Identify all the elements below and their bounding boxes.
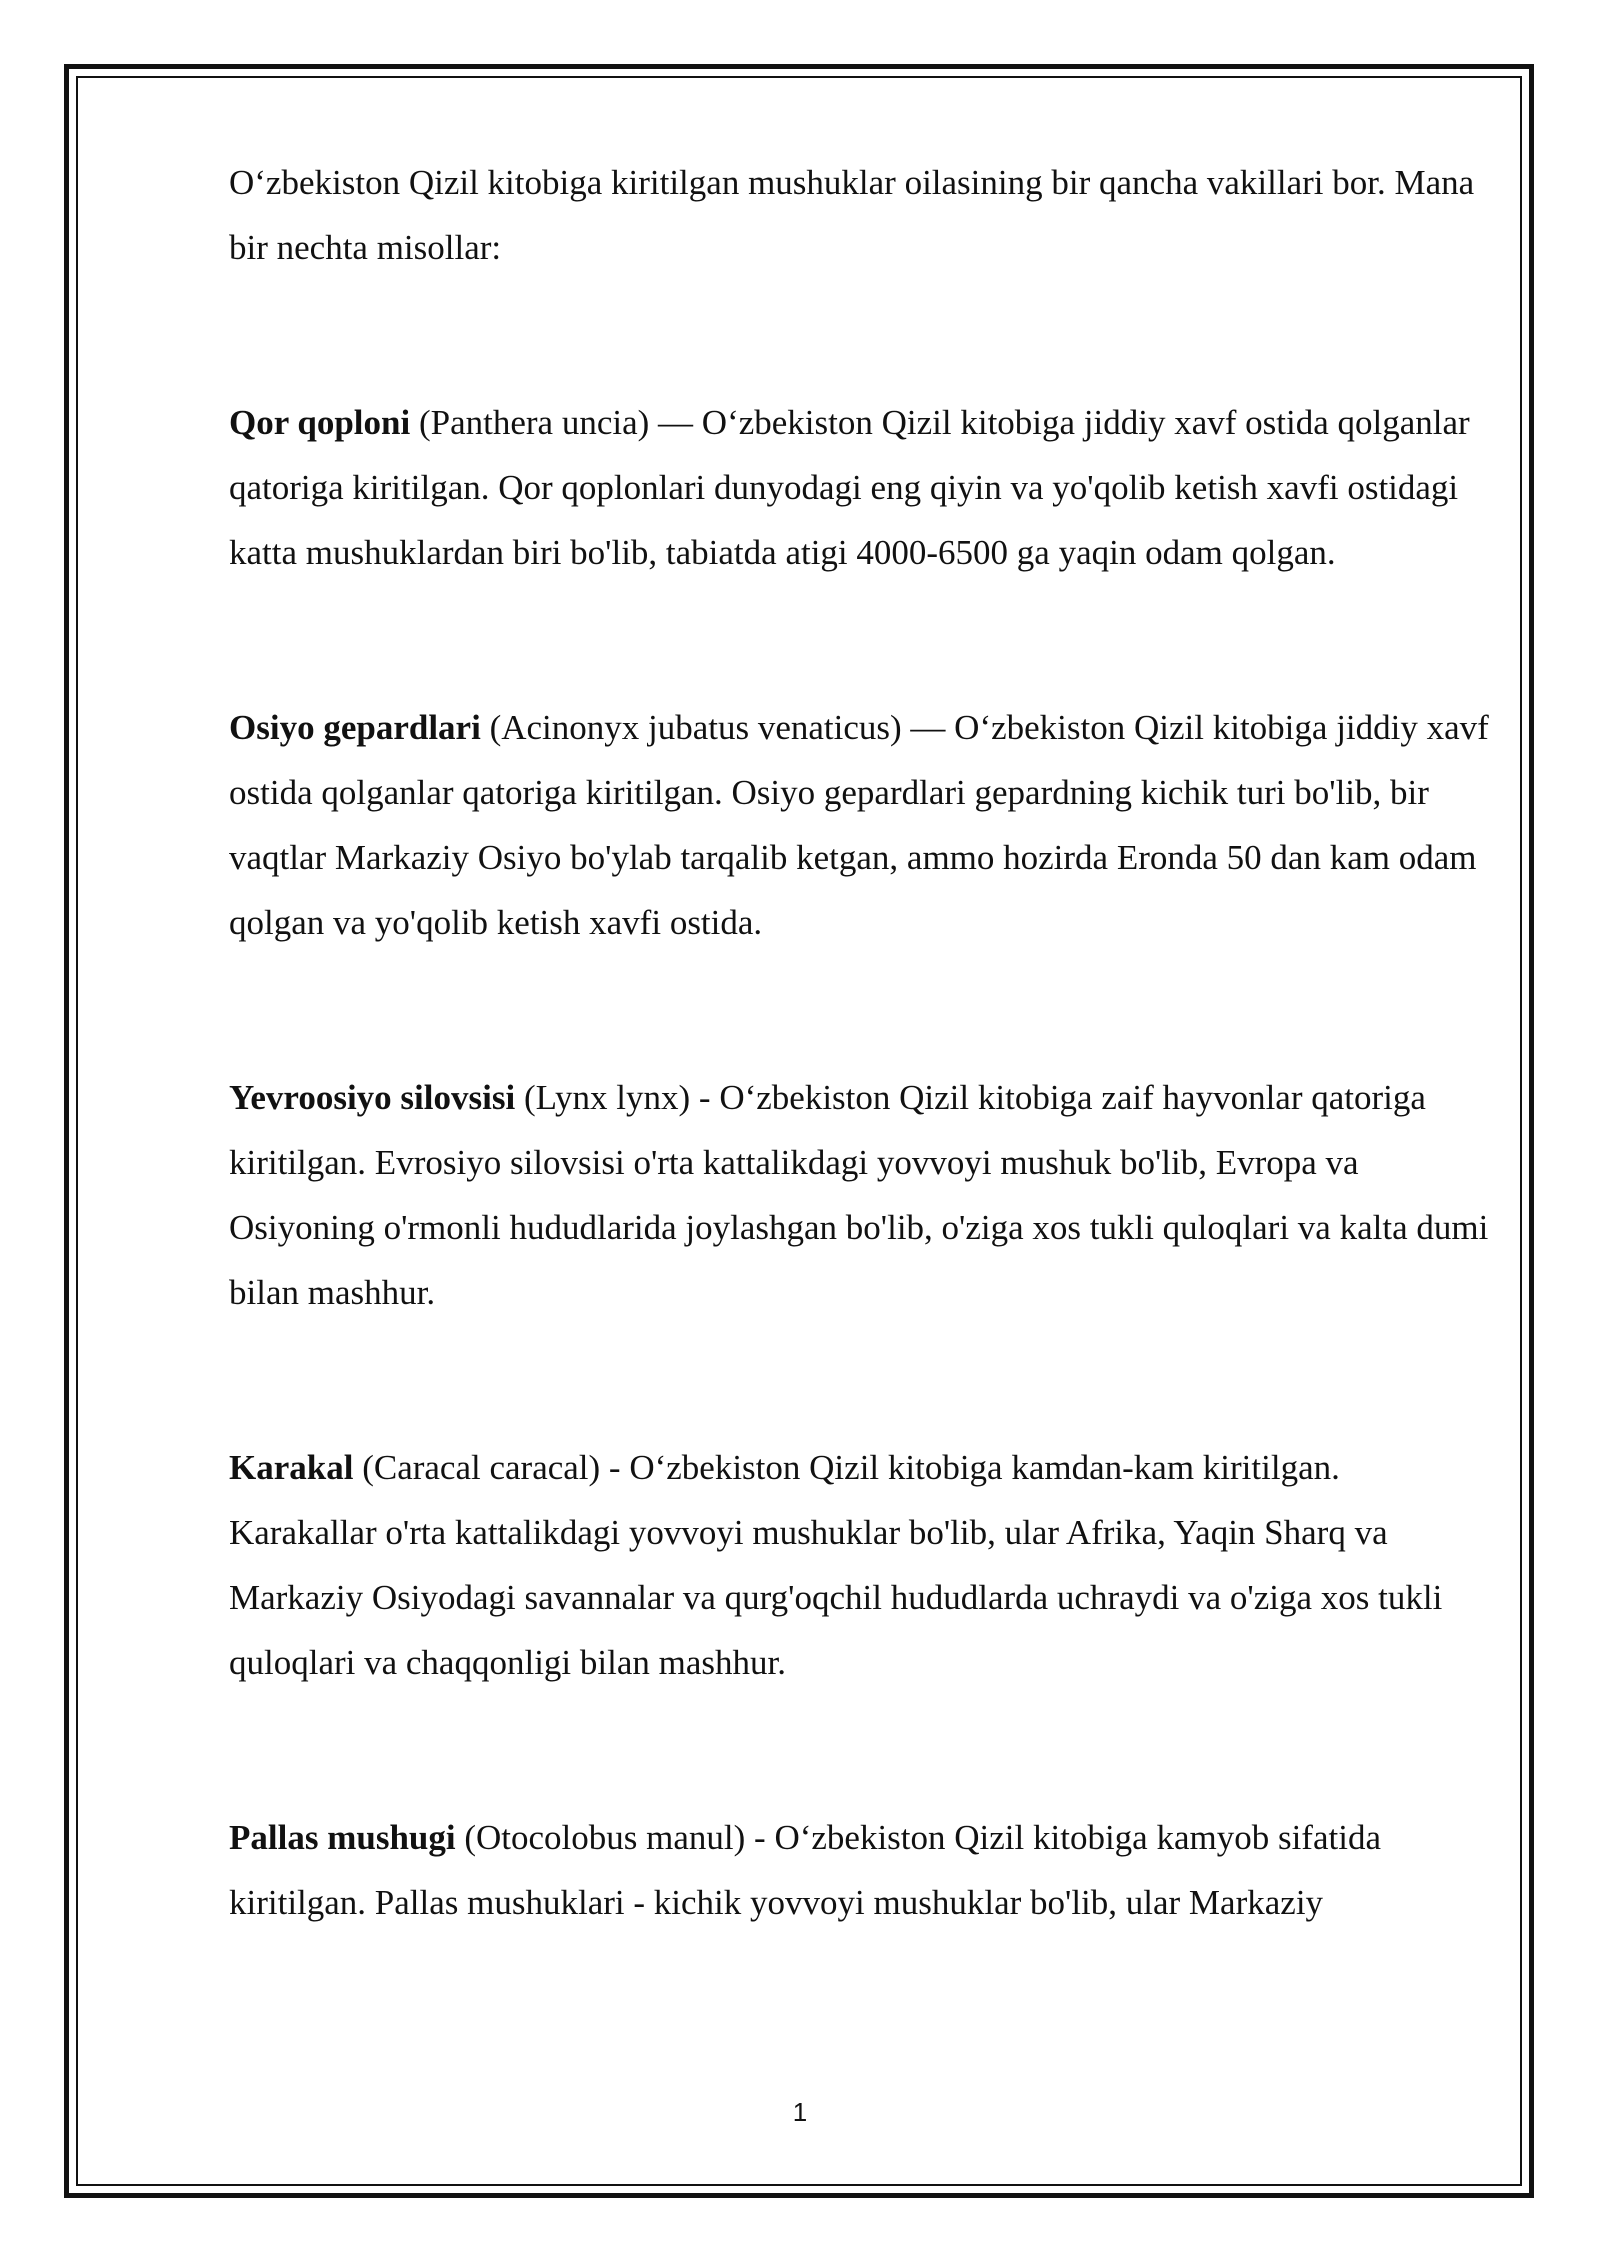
document-body xyxy=(229,150,1489,1935)
entry-title: Qor qoploni xyxy=(229,403,411,442)
entry-title: Karakal xyxy=(229,1448,354,1487)
page-number: 1 xyxy=(792,2097,808,2127)
entry-text: (Panthera uncia) — O‘zbekiston Qizil kitobiga jiddiy xavf ostida qolganlar qatoriga kiritilgan. Qor qoplonlari dunyodagi eng qiyin va yo'qolib ketish xavfi ostidagi katta mushuklardan biri bo'lib, tabiatda atigi 4000-6500 ga yaqin odam qolgan. xyxy=(229,403,1470,572)
entry-paragraph xyxy=(229,1065,1489,1325)
entry-title: Pallas mushugi xyxy=(229,1818,456,1857)
entry-text: (Lynx lynx) - O‘zbekiston Qizil kitobiga zaif hayvonlar qatoriga kiritilgan. Evrosiyo silovsisi o'rta kattalikdagi yovvoyi mushuk bo'lib, Evropa va Osiyoning o'rmonli hududlarida joylashgan bo'lib, o'ziga xos tukli quloqlari va kalta dumi bilan mashhur. xyxy=(229,1078,1489,1312)
entry-paragraph xyxy=(229,1805,1489,1935)
entry-paragraph xyxy=(229,695,1489,955)
intro-paragraph: O‘zbekiston Qizil kitobiga kiritilgan mushuklar oilasining bir qancha vakillari bor. Mana bir nechta misollar: xyxy=(229,163,1475,267)
entry-text: (Caracal caracal) - O‘zbekiston Qizil kitobiga kamdan-kam kiritilgan. Karakallar o'rta kattalikdagi yovvoyi mushuklar bo'lib, ular Afrika, Yaqin Sharq va Markaziy Osiyodagi savannalar va qurg'oqchil hududlarda uchraydi va o'ziga xos tukli quloqlari va chaqqonligi bilan mashhur. xyxy=(229,1448,1443,1682)
entry-paragraph xyxy=(229,1435,1489,1695)
entry-text: (Acinonyx jubatus venaticus) — O‘zbekiston Qizil kitobiga jiddiy xavf ostida qolganlar qatoriga kiritilgan. Osiyo gepardlari gepardning kichik turi bo'lib, bir vaqtlar Markaziy Osiyo bo'ylab tarqalib ketgan, ammo hozirda Eronda 50 dan kam odam qolgan va yo'qolib ketish xavfi ostida. xyxy=(229,708,1489,942)
entry-paragraph xyxy=(229,390,1489,585)
entry-text: (Otocolobus manul) - O‘zbekiston Qizil kitobiga kamyob sifatida kiritilgan. Pallas mushuklari - kichik yovvoyi mushuklar bo'lib, ular Markaziy xyxy=(229,1818,1381,1922)
entry-title: Yevroosiyo silovsisi xyxy=(229,1078,516,1117)
entry-title: Osiyo gepardlari xyxy=(229,708,481,747)
